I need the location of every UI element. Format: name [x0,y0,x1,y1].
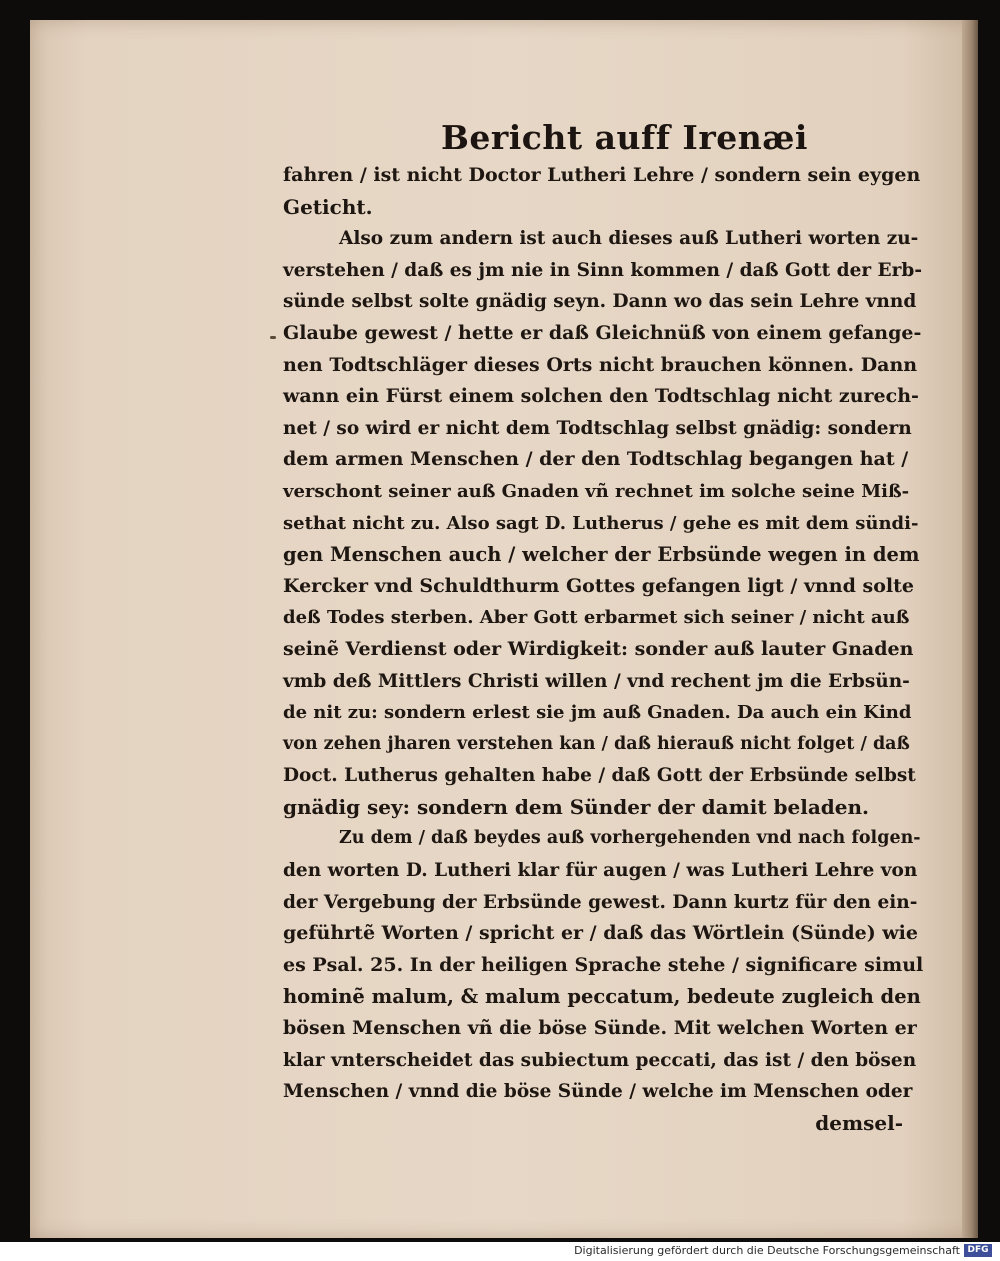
text-line: sethat nicht zu. Also sagt D. Lutherus / gehe es mit dem sündi- [283,512,919,534]
text-line: der Vergebung der Erbsünde gewest. Dann kurtz für den ein- [283,891,918,913]
text-line: wann ein Fürst einem solchen den Todtschlag nicht zurech- [283,385,919,408]
page-edge [962,20,978,1238]
text-line: dem armen Menschen / der den Todtschlag begangen hat / [283,448,909,471]
dfg-logo: DFG [964,1244,992,1257]
text-line: net / so wird er nicht dem Todtschlag selbst gnädig: sondern [283,417,912,439]
text-line: seinẽ Verdienst oder Wirdigkeit: sonder auß lauter Gnaden [283,637,914,660]
text-line: von zehen jharen verstehen kan / daß hierauß nicht folget / daß [283,733,910,754]
text-line: gnädig sey: sondern dem Sünder der damit beladen. [283,794,870,819]
text-line: Menschen / vnnd die böse Sünde / welche im Menschen oder [283,1081,913,1103]
text-line: klar vnterscheidet das subiectum peccati, das ist / den bösen [283,1049,917,1071]
text-line: vmb deß Mittlers Christi willen / vnd rechent jm die Erbsün- [283,670,910,692]
text-line: verschont seiner auß Gnaden vñ rechnet im solche seine Miß- [283,480,910,502]
text-line: Geticht. [283,194,373,219]
text-line: Kercker vnd Schuldthurm Gottes gefangen ligt / vnnd solte [283,574,914,597]
body-text [283,160,924,1139]
catchword: demsel- [815,1110,903,1135]
text-line: de nit zu: sondern erlest sie jm auß Gnaden. Da auch ein Kind [283,702,912,724]
paragraph-start-line: Zu dem / daß beydes auß vorhergehenden vnd nach folgen- [339,828,921,849]
text-line: deß Todes sterben. Aber Gott erbarmet sich seiner / nicht auß [283,607,910,629]
text-line: Glaube gewest / hette er daß Gleichnüß von einem gefange- [283,321,922,344]
text-line: gen Menschen auch / welcher der Erbsünde wegen in dem [283,543,920,567]
text-line: verstehen / daß es jm nie in Sinn kommen / daß Gott der Erb- [283,259,923,281]
text-line: sünde selbst solte gnädig seyn. Dann wo das sein Lehre vnnd [283,291,917,313]
paragraph-start-line: Also zum andern ist auch dieses auß Lutheri worten zu- [339,228,919,250]
running-head: Bericht auff Irenæi [441,118,808,157]
text-line: bösen Menschen vñ die böse Sünde. Mit welchen Worten er [283,1017,917,1040]
text-line: es Psal. 25. In der heiligen Sprache stehe / significare simul [283,953,924,976]
text-line: hominẽ malum, & malum peccatum, bedeute zugleich den [283,985,921,1009]
text-line: nen Todtschläger dieses Orts nicht brauchen können. Dann [283,353,918,376]
text-line: fahren / ist nicht Doctor Lutheri Lehre / sondern sein eygen [283,164,921,186]
funding-credit: Digitalisierung gefördert durch die Deutsche Forschungsgemeinschaft [574,1244,960,1257]
margin-mark [270,336,276,339]
text-line: geführtẽ Worten / spricht er / daß das Wörtlein (Sünde) wie [283,922,918,945]
text-line: den worten D. Lutheri klar für augen / was Lutheri Lehre von [283,860,918,882]
text-line: Doct. Lutherus gehalten habe / daß Gott der Erbsünde selbst [283,765,916,787]
